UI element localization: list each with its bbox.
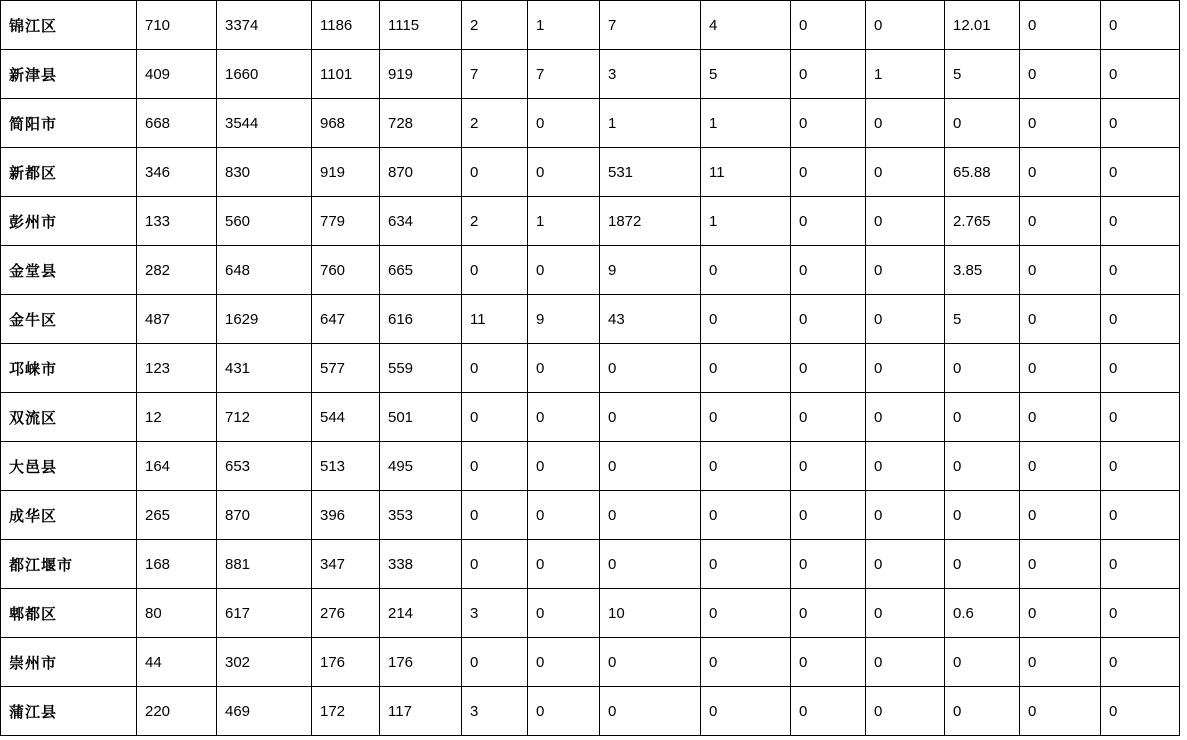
data-cell: 431	[217, 344, 312, 393]
data-cell: 710	[137, 1, 217, 50]
data-cell: 0	[791, 1, 866, 50]
table-row	[1, 197, 1180, 246]
data-cell: 0	[600, 442, 701, 491]
data-cell: 0	[528, 491, 600, 540]
data-cell: 5	[701, 50, 791, 99]
data-cell: 11	[462, 295, 528, 344]
data-cell: 0	[791, 638, 866, 687]
data-cell: 559	[380, 344, 462, 393]
data-cell: 0	[945, 540, 1020, 589]
data-cell: 0	[528, 148, 600, 197]
table-row	[1, 99, 1180, 148]
region-name-cell: 锦江区	[1, 1, 137, 50]
data-cell: 0	[462, 246, 528, 295]
data-cell: 0	[701, 540, 791, 589]
data-cell: 65.88	[945, 148, 1020, 197]
data-cell: 0	[528, 589, 600, 638]
data-cell: 0	[1020, 491, 1101, 540]
data-cell: 123	[137, 344, 217, 393]
data-cell: 3.85	[945, 246, 1020, 295]
data-cell: 779	[312, 197, 380, 246]
data-cell: 0	[945, 638, 1020, 687]
data-cell: 0	[1020, 638, 1101, 687]
data-cell: 214	[380, 589, 462, 638]
data-cell: 10	[600, 589, 701, 638]
data-cell: 0	[600, 687, 701, 736]
data-cell: 1	[866, 50, 945, 99]
data-cell: 830	[217, 148, 312, 197]
data-cell: 728	[380, 99, 462, 148]
data-cell: 0	[866, 148, 945, 197]
table-body	[1, 1, 1180, 736]
data-cell: 0	[791, 687, 866, 736]
table-row	[1, 246, 1180, 295]
data-cell: 0	[1101, 638, 1180, 687]
data-cell: 176	[380, 638, 462, 687]
data-cell: 870	[217, 491, 312, 540]
data-cell: 0	[528, 393, 600, 442]
data-cell: 0	[791, 589, 866, 638]
table-row	[1, 393, 1180, 442]
data-cell: 7	[462, 50, 528, 99]
region-name-cell: 金牛区	[1, 295, 137, 344]
data-cell: 2	[462, 99, 528, 148]
data-cell: 4	[701, 1, 791, 50]
data-cell: 0	[701, 344, 791, 393]
data-cell: 1	[528, 1, 600, 50]
table-row	[1, 491, 1180, 540]
data-cell: 0	[462, 540, 528, 589]
region-name-cell: 新都区	[1, 148, 137, 197]
data-cell: 0	[701, 687, 791, 736]
region-name-cell: 新津县	[1, 50, 137, 99]
data-cell: 0	[945, 442, 1020, 491]
data-cell: 5	[945, 295, 1020, 344]
data-cell: 0	[1020, 1, 1101, 50]
table-row	[1, 344, 1180, 393]
data-cell: 347	[312, 540, 380, 589]
data-cell: 544	[312, 393, 380, 442]
data-cell: 0	[1020, 442, 1101, 491]
data-cell: 870	[380, 148, 462, 197]
data-cell: 7	[600, 1, 701, 50]
table-row	[1, 148, 1180, 197]
data-cell: 968	[312, 99, 380, 148]
data-cell: 1	[701, 197, 791, 246]
data-cell: 668	[137, 99, 217, 148]
data-cell: 919	[312, 148, 380, 197]
region-name-cell: 大邑县	[1, 442, 137, 491]
data-cell: 0	[1101, 491, 1180, 540]
data-cell: 3	[462, 589, 528, 638]
data-cell: 634	[380, 197, 462, 246]
data-cell: 2.765	[945, 197, 1020, 246]
data-cell: 0	[1020, 687, 1101, 736]
region-name-cell: 郫都区	[1, 589, 137, 638]
data-cell: 0	[791, 393, 866, 442]
data-cell: 0	[791, 491, 866, 540]
data-cell: 0	[945, 99, 1020, 148]
table-row	[1, 687, 1180, 736]
data-cell: 5	[945, 50, 1020, 99]
data-cell: 3	[462, 687, 528, 736]
data-cell: 919	[380, 50, 462, 99]
data-cell: 577	[312, 344, 380, 393]
data-cell: 80	[137, 589, 217, 638]
data-cell: 0	[1020, 540, 1101, 589]
data-cell: 0	[1101, 295, 1180, 344]
data-cell: 0	[1020, 197, 1101, 246]
data-cell: 1101	[312, 50, 380, 99]
data-cell: 0	[866, 197, 945, 246]
data-cell: 0	[1101, 540, 1180, 589]
data-cell: 0	[1101, 246, 1180, 295]
data-cell: 0	[528, 540, 600, 589]
data-cell: 1872	[600, 197, 701, 246]
data-cell: 0	[462, 491, 528, 540]
data-cell: 220	[137, 687, 217, 736]
data-cell: 0	[791, 197, 866, 246]
data-cell: 0	[1101, 99, 1180, 148]
data-cell: 0	[866, 246, 945, 295]
data-cell: 0	[462, 393, 528, 442]
data-cell: 0	[462, 638, 528, 687]
table-row	[1, 50, 1180, 99]
data-cell: 0	[945, 344, 1020, 393]
data-cell: 617	[217, 589, 312, 638]
data-cell: 712	[217, 393, 312, 442]
data-cell: 0	[528, 687, 600, 736]
data-cell: 172	[312, 687, 380, 736]
data-cell: 0	[600, 638, 701, 687]
region-name-cell: 崇州市	[1, 638, 137, 687]
region-name-cell: 蒲江县	[1, 687, 137, 736]
region-name-cell: 简阳市	[1, 99, 137, 148]
data-cell: 0	[945, 491, 1020, 540]
data-cell: 0	[791, 99, 866, 148]
data-cell: 0	[701, 589, 791, 638]
data-cell: 302	[217, 638, 312, 687]
data-cell: 396	[312, 491, 380, 540]
data-cell: 0	[1020, 148, 1101, 197]
data-cell: 0	[1101, 393, 1180, 442]
data-cell: 0	[462, 148, 528, 197]
data-cell: 0	[866, 442, 945, 491]
data-cell: 0	[791, 148, 866, 197]
table-row	[1, 540, 1180, 589]
data-cell: 3544	[217, 99, 312, 148]
data-cell: 0	[866, 344, 945, 393]
data-cell: 0	[866, 638, 945, 687]
data-cell: 12	[137, 393, 217, 442]
data-cell: 0	[701, 442, 791, 491]
region-name-cell: 双流区	[1, 393, 137, 442]
data-cell: 168	[137, 540, 217, 589]
data-cell: 0	[945, 687, 1020, 736]
data-cell: 0	[1020, 393, 1101, 442]
data-cell: 282	[137, 246, 217, 295]
data-cell: 0	[791, 442, 866, 491]
data-cell: 0	[1020, 589, 1101, 638]
data-cell: 0	[1101, 197, 1180, 246]
data-cell: 0	[866, 295, 945, 344]
data-cell: 0	[528, 344, 600, 393]
data-cell: 7	[528, 50, 600, 99]
region-name-cell: 金堂县	[1, 246, 137, 295]
region-name-cell: 都江堰市	[1, 540, 137, 589]
data-cell: 9	[528, 295, 600, 344]
data-cell: 0	[701, 246, 791, 295]
table-row	[1, 442, 1180, 491]
data-cell: 616	[380, 295, 462, 344]
data-cell: 0	[528, 638, 600, 687]
data-cell: 0	[866, 99, 945, 148]
table-row	[1, 1, 1180, 50]
data-cell: 0	[701, 295, 791, 344]
data-cell: 0	[1101, 442, 1180, 491]
data-cell: 648	[217, 246, 312, 295]
data-cell: 133	[137, 197, 217, 246]
data-cell: 265	[137, 491, 217, 540]
data-cell: 44	[137, 638, 217, 687]
region-name-cell: 邛崃市	[1, 344, 137, 393]
data-cell: 0	[528, 99, 600, 148]
data-cell: 1629	[217, 295, 312, 344]
data-cell: 653	[217, 442, 312, 491]
data-cell: 560	[217, 197, 312, 246]
data-cell: 0	[701, 491, 791, 540]
data-cell: 1660	[217, 50, 312, 99]
data-cell: 117	[380, 687, 462, 736]
data-cell: 531	[600, 148, 701, 197]
data-cell: 495	[380, 442, 462, 491]
data-cell: 3	[600, 50, 701, 99]
data-cell: 0	[1020, 344, 1101, 393]
data-cell: 338	[380, 540, 462, 589]
data-cell: 0	[791, 540, 866, 589]
data-cell: 1	[600, 99, 701, 148]
data-cell: 0	[1101, 50, 1180, 99]
data-cell: 0	[600, 540, 701, 589]
data-cell: 0	[1101, 589, 1180, 638]
data-cell: 0	[866, 687, 945, 736]
data-cell: 0	[866, 491, 945, 540]
data-cell: 0	[1020, 50, 1101, 99]
data-cell: 0	[866, 1, 945, 50]
data-cell: 0	[528, 442, 600, 491]
data-cell: 0	[462, 344, 528, 393]
data-cell: 346	[137, 148, 217, 197]
data-cell: 0	[1020, 246, 1101, 295]
data-cell: 0	[701, 638, 791, 687]
data-cell: 1115	[380, 1, 462, 50]
data-cell: 0	[866, 393, 945, 442]
data-cell: 0	[701, 393, 791, 442]
data-cell: 353	[380, 491, 462, 540]
data-cell: 12.01	[945, 1, 1020, 50]
data-cell: 0	[1020, 295, 1101, 344]
data-cell: 0	[1101, 1, 1180, 50]
data-cell: 760	[312, 246, 380, 295]
data-cell: 0	[791, 246, 866, 295]
data-cell: 0	[791, 50, 866, 99]
data-cell: 1	[701, 99, 791, 148]
table-row	[1, 295, 1180, 344]
data-cell: 276	[312, 589, 380, 638]
data-cell: 3374	[217, 1, 312, 50]
table-row	[1, 589, 1180, 638]
data-cell: 0	[600, 344, 701, 393]
data-cell: 9	[600, 246, 701, 295]
data-cell: 0	[1101, 344, 1180, 393]
data-cell: 487	[137, 295, 217, 344]
data-cell: 409	[137, 50, 217, 99]
data-cell: 0	[600, 491, 701, 540]
data-cell: 0	[791, 344, 866, 393]
data-cell: 665	[380, 246, 462, 295]
data-cell: 176	[312, 638, 380, 687]
region-name-cell: 彭州市	[1, 197, 137, 246]
data-cell: 2	[462, 1, 528, 50]
data-cell: 881	[217, 540, 312, 589]
data-cell: 0	[866, 589, 945, 638]
data-cell: 647	[312, 295, 380, 344]
data-cell: 1186	[312, 1, 380, 50]
data-cell: 0	[1101, 148, 1180, 197]
data-cell: 0	[1020, 99, 1101, 148]
data-cell: 469	[217, 687, 312, 736]
data-cell: 43	[600, 295, 701, 344]
data-cell: 2	[462, 197, 528, 246]
region-name-cell: 成华区	[1, 491, 137, 540]
data-cell: 513	[312, 442, 380, 491]
data-cell: 0	[866, 540, 945, 589]
data-cell: 0	[1101, 687, 1180, 736]
data-cell: 164	[137, 442, 217, 491]
data-cell: 0	[528, 246, 600, 295]
data-cell: 0	[791, 295, 866, 344]
data-cell: 0	[600, 393, 701, 442]
data-cell: 0	[462, 442, 528, 491]
data-cell: 0.6	[945, 589, 1020, 638]
table-row	[1, 638, 1180, 687]
data-cell: 501	[380, 393, 462, 442]
data-cell: 1	[528, 197, 600, 246]
data-cell: 0	[945, 393, 1020, 442]
data-cell: 11	[701, 148, 791, 197]
